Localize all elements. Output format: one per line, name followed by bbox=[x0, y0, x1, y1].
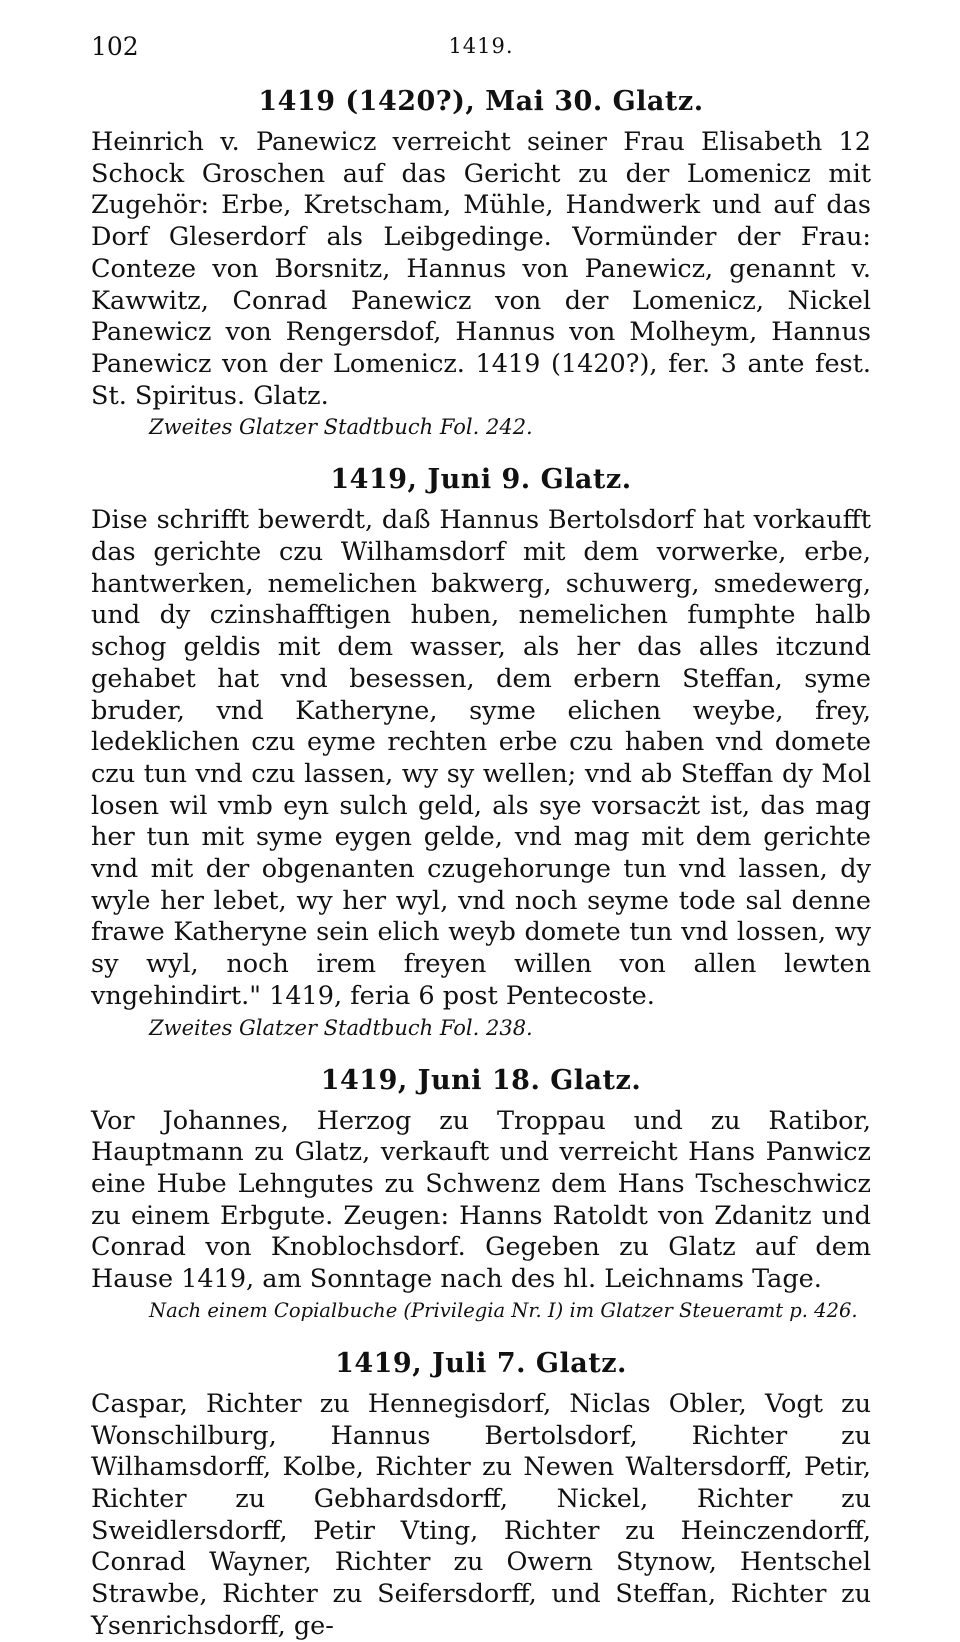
entry-source: Zweites Glatzer Stadtbuch Fol. 238. bbox=[149, 1015, 533, 1040]
page-number: 102 bbox=[91, 32, 139, 61]
entry-title: 1419, Juli 7. Glatz. bbox=[335, 1347, 627, 1379]
document-page bbox=[91, 30, 871, 1642]
entry-body: Dise schrifft bewerdt, daß Hannus Bertolsdorf hat vorkaufft das gerichte czu Wilhamsdorf mit dem vorwerke, erbe, hantwerken, nemelichen bakwerg, schuwerg, smedewerg, und dy czinshafftigen huben, nemelichen fumphte halb schog geldis mit dem wasser, als her das alles itczund gehabet hat vnd besessen, dem erbern Steffan, syme bruder, vnd Katheryne, syme elichen weybe, frey, ledeklichen czu eyme rechten erbe czu haben vnd domete czu tun vnd czu lassen, wy sy wellen; vnd ab Steffan dy Mol losen wil vmb eyn sulch geld, als sye vorsacżt ist, das mag her tun mit syme eygen gelde, vnd mag mit dem gerichte vnd mit der obgenanten czugehorunge tun vnd lassen, dy wyle her lebet, wy her wyl, vnd noch seyme tode sal denne frawe Katheryne sein elich weyb domete tun vnd lossen, wy sy wyl, noch irem freyen willen von allen lewten vngehindirt." 1419, feria 6 post Pentecoste. bbox=[91, 505, 871, 1011]
document-entry bbox=[91, 464, 871, 1042]
document-entry bbox=[91, 1348, 871, 1642]
entry-body: Vor Johannes, Herzog zu Troppau und zu Ratibor, Hauptmann zu Glatz, verkauft und verreicht Hans Panwicz eine Hube Lehngutes zu Schwenz dem Hans Tscheschwicz zu einem Erbgute. Zeugen: Hanns Ratoldt von Zdanitz und Conrad von Knoblochsdorf. Gegeben zu Glatz auf dem Hause 1419, am Sonntage nach des hl. Leichnams Tage. bbox=[91, 1105, 871, 1295]
entry-title: 1419 (1420?), Mai 30. Glatz. bbox=[258, 86, 704, 117]
running-head: 1419. bbox=[448, 34, 514, 58]
page-header bbox=[91, 30, 871, 76]
entry-title: 1419, Juni 9. Glatz. bbox=[330, 464, 632, 496]
entry-body: Heinrich v. Panewicz verreicht seiner Frau Elisabeth 12 Schock Groschen auf das Gericht zu der Lomenicz mit Zugehör: Erbe, Kretscham, Mühle, Handwerk und auf das Dorf Gleserdorf als Leibgedinge. Vormünder der Frau: Conteze von Borsnitz, Hannus von Panewicz, genannt v. Kawwitz, Conrad Panewicz von der Lomenicz, Nickel Panewicz von Rengersdof, Hannus von Molheym, Hannus Panewicz von der Lomenicz. 1419 (1420?), fer. 3 ante fest. St. Spiritus. Glatz. bbox=[91, 127, 871, 411]
entry-source: Zweites Glatzer Stadtbuch Fol. 242. bbox=[149, 415, 533, 440]
document-entry bbox=[91, 86, 871, 442]
entry-source: Nach einem Copialbuche (Privilegia Nr. I) im Glatzer Steueramt p. 426. bbox=[149, 1298, 858, 1322]
entry-title: 1419, Juni 18. Glatz. bbox=[320, 1064, 642, 1096]
entry-body: Caspar, Richter zu Hennegisdorf, Niclas Obler, Vogt zu Wonschilburg, Hannus Bertolsdorf, Richter zu Wilhamsdorff, Kolbe, Richter zu Newen Waltersdorff, Petir, Richter zu Gebhardsdorff, Nickel, Richter zu Sweidlersdorff, Petir Vting, Richter zu Heinczendorff, Conrad Wayner, Richter zu Owern Stynow, Hentschel Strawbe, Richter zu Seifersdorff, und Steffan, Richter zu Ysenrichsdorff, ge- bbox=[91, 1388, 871, 1641]
document-entry bbox=[91, 1065, 871, 1326]
